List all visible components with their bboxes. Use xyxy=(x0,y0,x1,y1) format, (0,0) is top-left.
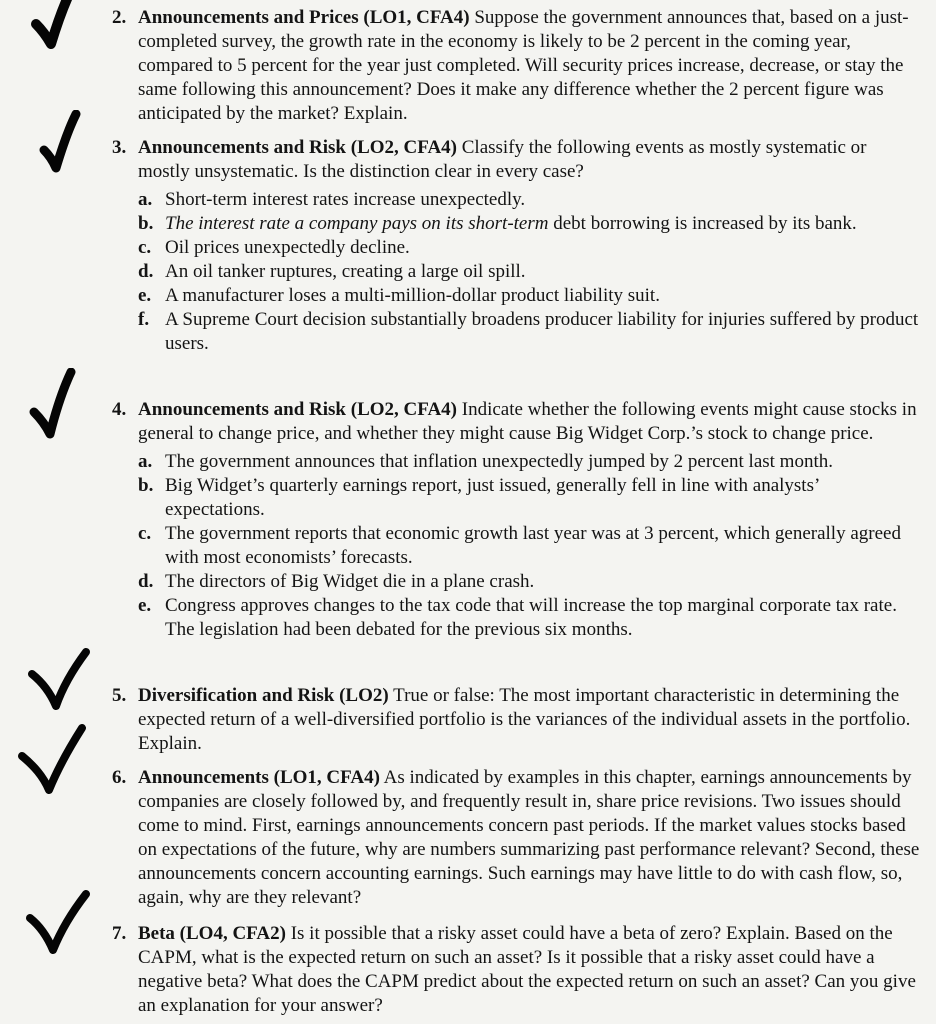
sub-item xyxy=(138,284,922,308)
sub-label: e. xyxy=(138,595,152,616)
problem-title: Announcements and Risk (LO2, CFA4) xyxy=(138,137,457,158)
sub-item xyxy=(138,212,922,236)
problem-title: Announcements and Prices (LO1, CFA4) xyxy=(138,7,470,28)
sub-item xyxy=(138,308,922,356)
sub-label: f. xyxy=(138,309,150,330)
problem-text: True or false: The most important characteristic in determining the expected return of a well-diversified portfolio is the variances of the individual assets in the portfolio. Explain. xyxy=(138,685,911,754)
sub-text: A manufacturer loses a multi-million-dollar product liability suit. xyxy=(165,285,660,306)
problem-text: Classify the following events as mostly systematic or mostly unsystematic. Is the distinction clear in every case? xyxy=(138,137,867,182)
problem-number: 2. xyxy=(112,7,127,28)
checkmark-icon xyxy=(12,0,92,62)
problem-number: 4. xyxy=(112,399,127,420)
problem-title: Announcements and Risk (LO2, CFA4) xyxy=(138,399,457,420)
sub-label: b. xyxy=(138,213,154,234)
sub-text: The government reports that economic growth last year was at 3 percent, which generally agreed with most economists’ forecasts. xyxy=(165,523,901,568)
checkmark-icon xyxy=(12,368,92,448)
problem-4 xyxy=(112,398,922,642)
sub-text: A Supreme Court decision substantially broadens producer liability for injuries suffered by product users. xyxy=(165,309,919,354)
problem-text: Suppose the government announces that, based on a just-completed survey, the growth rate in the economy is likely to be 2 percent in the coming year, compared to 5 percent for the year just completed. Will security prices increase, decrease, or stay the same following this announcement? Does it make any difference whether the 2 percent figure was anticipated by the market? Explain. xyxy=(138,7,909,124)
sub-text: The directors of Big Widget die in a plane crash. xyxy=(165,571,535,592)
checkmark-icon xyxy=(16,640,96,720)
sub-label: b. xyxy=(138,475,154,496)
sub-text: Oil prices unexpectedly decline. xyxy=(165,237,410,258)
problem-number: 6. xyxy=(112,767,127,788)
sub-item xyxy=(138,260,922,284)
sub-label: a. xyxy=(138,451,153,472)
checkmark-icon xyxy=(18,110,98,190)
sub-text: Big Widget’s quarterly earnings report, just issued, generally fell in line with analysts’ expectations. xyxy=(165,475,819,520)
checkmark-icon xyxy=(14,884,94,964)
problem-title: Announcements (LO1, CFA4) xyxy=(138,767,380,788)
sub-item xyxy=(138,188,922,212)
sub-label: e. xyxy=(138,285,152,306)
problem-text: As indicated by examples in this chapter, earnings announcements by companies are closely followed by, and frequently result in, share price revisions. Two issues should come to mind. First, earnings announcements concern past periods. If the market values stocks based on expectations of the future, why are numbers summarizing past performance relevant? Second, these announcements concern accounting earnings. Such earnings may have little to do with cash flow, so, again, why are they relevant? xyxy=(138,767,920,908)
sub-text: Congress approves changes to the tax code that will increase the top marginal corporate tax rate. The legislation had been debated for the previous six months. xyxy=(165,595,897,640)
problem-7 xyxy=(112,922,922,1018)
problem-2 xyxy=(112,6,922,126)
sub-label: d. xyxy=(138,571,154,592)
sub-item xyxy=(138,594,922,642)
sub-label: c. xyxy=(138,237,152,258)
checkmark-icon xyxy=(10,720,90,800)
problem-text: Indicate whether the following events might cause stocks in general to change price, and whether they might cause Big Widget Corp.’s stock to change price. xyxy=(138,399,917,444)
sub-item xyxy=(138,236,922,260)
sub-item xyxy=(138,474,922,522)
sub-text: An oil tanker ruptures, creating a large oil spill. xyxy=(165,261,526,282)
problem-3 xyxy=(112,136,922,356)
problem-text: Is it possible that a risky asset could have a beta of zero? Explain. Based on the CAPM, what is the expected return on such an asset? Is it possible that a risky asset could have a negative beta? What does the CAPM predict about the expected return on such an asset? Can you give an explanation for your answer? xyxy=(138,923,916,1016)
problem-number: 7. xyxy=(112,923,127,944)
problem-number: 3. xyxy=(112,137,127,158)
problem-6 xyxy=(112,766,922,910)
problem-number: 5. xyxy=(112,685,127,706)
sub-text: The government announces that inflation unexpectedly jumped by 2 percent last month. xyxy=(165,451,833,472)
sub-item xyxy=(138,570,922,594)
sub-label: d. xyxy=(138,261,154,282)
sub-item xyxy=(138,522,922,570)
problem-title: Beta (LO4, CFA2) xyxy=(138,923,286,944)
sub-text: Short-term interest rates increase unexpectedly. xyxy=(165,189,526,210)
sub-label: c. xyxy=(138,523,152,544)
sub-label: a. xyxy=(138,189,153,210)
problem-5 xyxy=(112,684,922,756)
sub-text: debt borrowing is increased by its bank. xyxy=(548,213,857,234)
problem-title: Diversification and Risk (LO2) xyxy=(138,685,389,706)
sub-item xyxy=(138,450,922,474)
sub-text-italic: The interest rate a company pays on its short-term xyxy=(165,213,549,234)
